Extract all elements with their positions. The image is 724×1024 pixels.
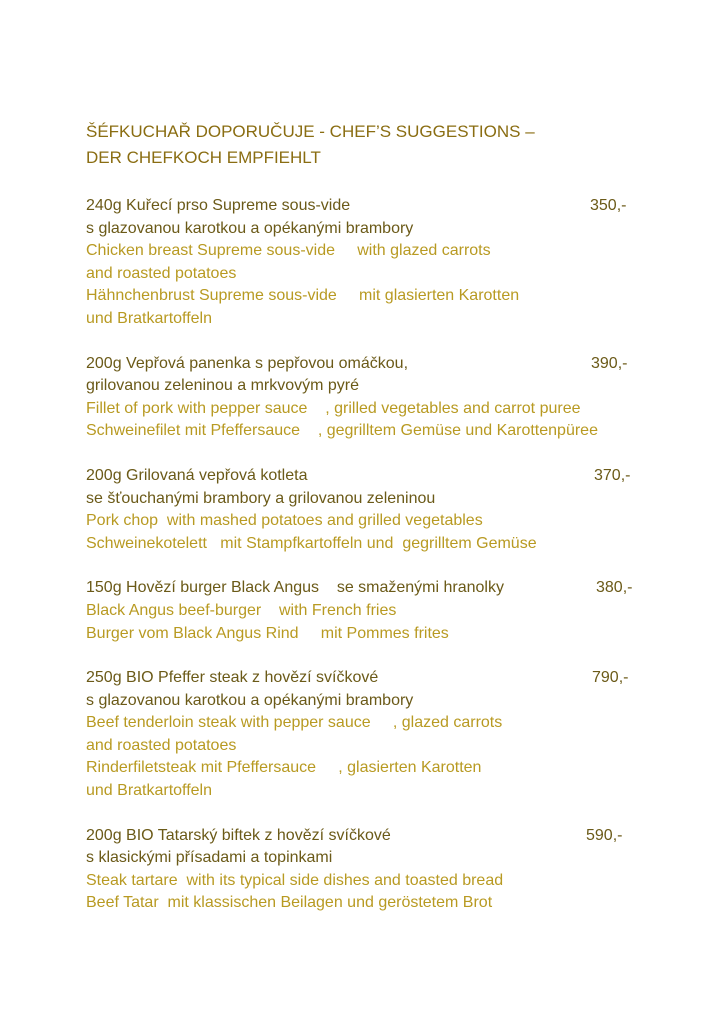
menu-page [86, 119, 646, 937]
item-description-en: Beef tenderloin steak with pepper sauce , glazed carrots [86, 714, 503, 732]
item-description-de: Beef Tatar mit klassischen Beilagen und geröstetem Brot [86, 894, 493, 912]
item-name-cz: 150g Hovězí burger Black Angus se smaženými hranolky [86, 579, 504, 597]
item-description-de: Schweinefilet mit Pfeffersauce , gegrilltem Gemüse und Karottenpüree [86, 422, 598, 440]
menu-item [86, 353, 646, 443]
menu-item [86, 195, 646, 331]
item-name-cz: 240g Kuřecí prso Supreme sous-vide [86, 197, 351, 214]
menu-item [86, 825, 646, 915]
item-description-cz: s klasickými přísadami a topinkami [86, 849, 333, 867]
menu-item [86, 465, 646, 555]
item-description-de: und Bratkartoffeln [86, 309, 213, 327]
item-name-cz: 250g BIO Pfeffer steak z hovězí svíčkové [86, 669, 379, 687]
item-description-de: Hähnchenbrust Supreme sous-vide mit glasierten Karotten [86, 287, 520, 305]
item-description-en: Black Angus beef-burger with French fries [86, 601, 397, 619]
item-description-cz: grilovanou zeleninou a mrkvovým pyré [86, 377, 360, 395]
item-price: 370,- [594, 466, 631, 484]
item-description-en: Pork chop with mashed potatoes and grilled vegetables [86, 512, 483, 530]
item-description-cz: s glazovanou karotkou a opékanými brambory [86, 219, 414, 237]
item-name-cz: 200g Vepřová panenka s pepřovou omáčkou, [86, 354, 409, 372]
item-description-de: und Bratkartoffeln [86, 782, 213, 800]
page-title [86, 119, 646, 171]
title-line-1: ŠÉFKUCHAŘ DOPORUČUJE - CHEF’S SUGGESTIONS – [86, 122, 535, 141]
item-price: 380,- [596, 579, 633, 597]
item-description-en: Chicken breast Supreme sous-vide with glazed carrots [86, 242, 491, 260]
item-description-en: Steak tartare with its typical side dishes and toasted bread [86, 871, 504, 889]
title-line-2: DER CHEFKOCH EMPFIEHLT [86, 148, 321, 167]
item-description-de: Burger vom Black Angus Rind mit Pommes frites [86, 624, 449, 642]
item-name-cz: 200g BIO Tatarský biftek z hovězí svíčkové [86, 826, 391, 844]
item-description-cz: s glazovanou karotkou a opékanými brambory [86, 691, 414, 709]
item-description-cz: se šťouchanými brambory a grilovanou zeleninou [86, 489, 436, 507]
item-description-de: Rinderfiletsteak mit Pfeffersauce , glasierten Karotten [86, 759, 482, 777]
item-price: 350,- [590, 197, 627, 214]
item-price: 390,- [591, 354, 628, 372]
item-description-en: Fillet of pork with pepper sauce , grilled vegetables and carrot puree [86, 399, 581, 417]
item-price: 790,- [592, 669, 629, 687]
menu-item [86, 667, 646, 803]
menu-item [86, 577, 646, 645]
item-description-de: Schweinekotelett mit Stampfkartoffeln und gegrilltem Gemüse [86, 534, 537, 552]
item-price: 590,- [586, 826, 623, 844]
item-description-en: and roasted potatoes [86, 264, 237, 282]
item-description-en: and roasted potatoes [86, 736, 237, 754]
item-name-cz: 200g Grilovaná vepřová kotleta [86, 466, 308, 484]
